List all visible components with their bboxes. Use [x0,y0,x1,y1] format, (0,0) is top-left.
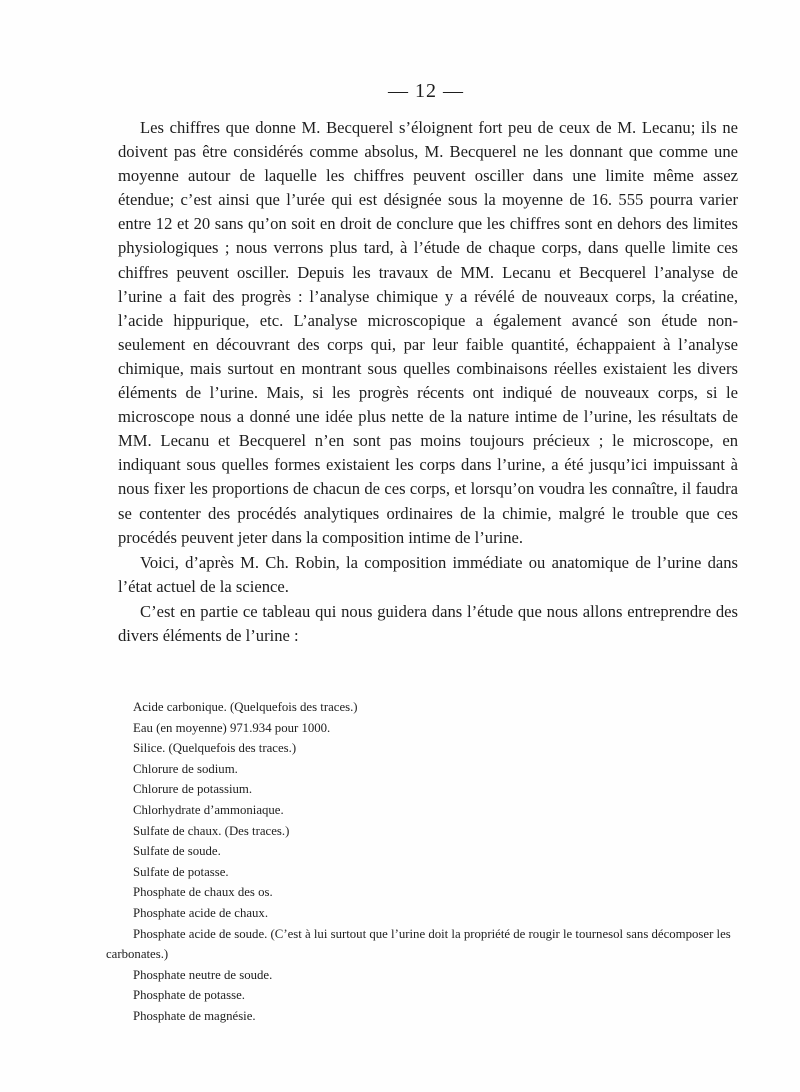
list-item: Phosphate de potasse. [133,988,245,1003]
list-item: Phosphate de magnésie. [133,1008,256,1023]
list-item: Silice. (Quelquefois des traces.) [133,741,297,756]
list-item: Phosphate de chaux des os. [133,885,273,900]
page-number: — 12 — [388,80,464,102]
paragraph: Voici, d’après M. Ch. Robin, la composition immédiate ou anatomique de l’urine dans l’état actuel de la science. [118,552,738,596]
list-item: Chlorure de sodium. [133,761,238,776]
list-item: Sulfate de potasse. [133,864,229,879]
list-item: Phosphate acide de soude. (C’est à lui surtout que l’urine doit la propriété de rougir le tournesol sans décomposer les carbonates.) [106,926,731,962]
list-item: Chlorure de potassium. [133,782,253,797]
paragraph: Les chiffres que donne M. Becquerel s’éloignent fort peu de ceux de M. Lecanu; ils ne doivent pas être considérés comme absolus, M. Becquerel ne les donnant que comme une moyenne autour de laquelle les chiffres peuvent osciller dans une limite même assez étendue; c’est ainsi que l’urée qui est désignée sous la moyenne de 16. 555 pourra varier entre 12 et 20 sans qu’on soit en droit de conclure que les chiffres sont en dehors des limites physiologiques ; nous verrons plus tard, à l’étude de chaque corps, dans quelle limite ces chiffres peuvent osciller. Depuis les travaux de MM. Lecanu et Becquerel l’analyse de l’urine a fait des progrès : l’analyse chimique y a révélé de nouveaux corps, la créatine, l’acide hippurique, etc. L’analyse microscopique a également avancé son étude non-seulement en découvrant des corps qui, par leur faible quantité, échappaient à l’analyse chimique, mais surtout en montrant sous quelles combinaisons réelles existaient les divers éléments de l’urine. Mais, si les progrès récents ont indiqué de nouveaux corps, si le microscope nous a donné une idée plus nette de la nature intime de l’urine, les résultats de MM. Lecanu et Becquerel n’en sont pas moins toujours précieux ; le microscope, en indiquant sous quelles formes existaient les corps dans l’urine, a été jusqu’ici impuissant à nous fixer les proportions de chacun de ces corps, et lorsqu’on voudra les connaître, il faudra se contenter des procédés analytiques ordinaires de la chimie, malgré le trouble que ces procédés peuvent jeter dans la composition intime de l’urine. [118,118,738,547]
paragraph: C’est en partie ce tableau qui nous guidera dans l’étude que nous allons entreprendre des divers éléments de l’urine : [118,601,738,645]
composition-list [106,697,754,1027]
list-item: Phosphate acide de chaux. [133,905,269,920]
list-item: Sulfate de chaux. (Des traces.) [133,823,290,838]
list-item: Acide carbonique. (Quelquefois des traces.) [133,700,358,714]
body-text [118,116,738,648]
list-item: Phosphate neutre de soude. [133,967,273,982]
list-item: Eau (en moyenne) 971.934 pour 1000. [133,720,331,735]
list-item: Chlorhydrate d’ammoniaque. [133,802,284,817]
list-item: Sulfate de soude. [133,844,221,859]
